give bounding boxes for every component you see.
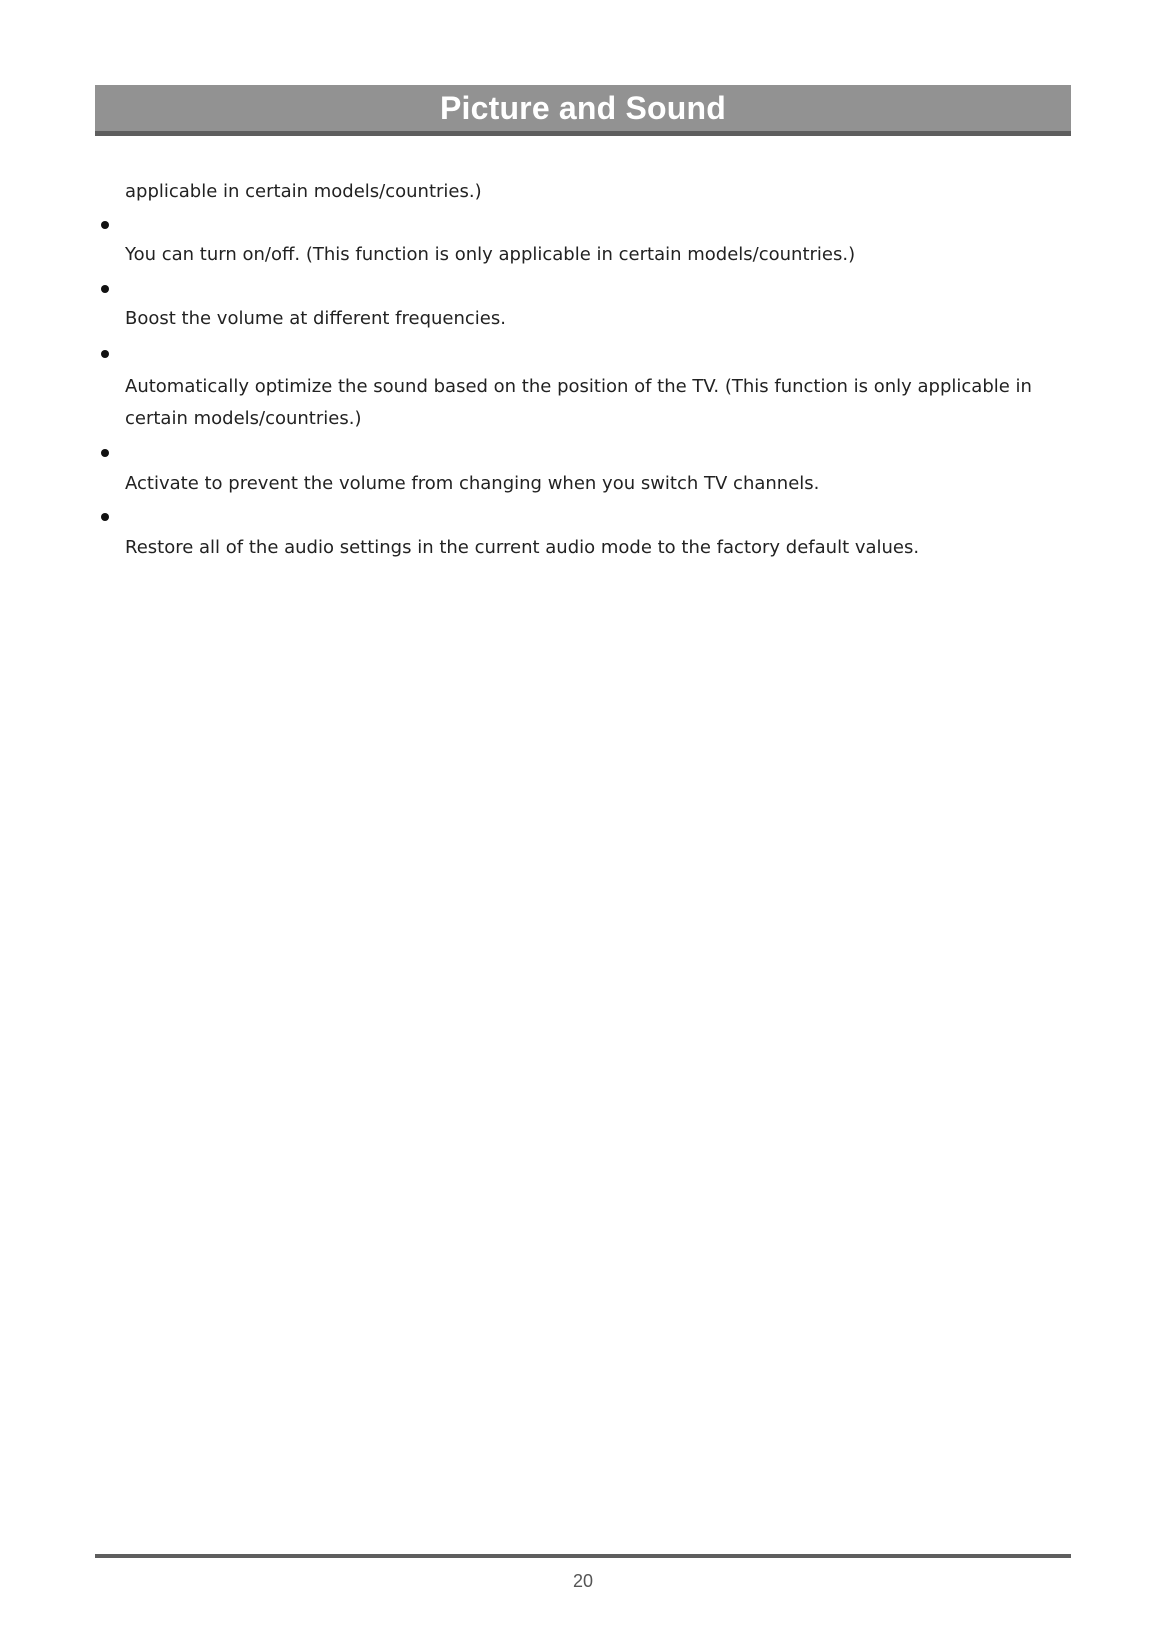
page-title: Picture and Sound xyxy=(439,90,727,126)
list-item: Restore all of the audio settings in the current audio mode to the factory default values. xyxy=(125,537,920,558)
list-item: Automatically optimize the sound based on the position of the TV. (This function is only applicable in xyxy=(125,376,1032,397)
page-number: 20 xyxy=(572,1571,594,1591)
bullet-icon xyxy=(101,449,109,457)
section-header-bar xyxy=(95,85,1071,136)
list-item: Activate to prevent the volume from changing when you switch TV channels. xyxy=(125,473,820,494)
list-item-continuation: certain models/countries.) xyxy=(125,408,362,429)
footer-divider xyxy=(95,1554,1071,1558)
bullet-icon xyxy=(101,350,109,358)
bullet-icon xyxy=(101,221,109,229)
continuation-text: applicable in certain models/countries.) xyxy=(125,181,482,202)
list-item: You can turn on/off. (This function is only applicable in certain models/countries.) xyxy=(125,244,856,265)
bullet-icon xyxy=(101,285,109,293)
bullet-icon xyxy=(101,513,109,521)
list-item: Boost the volume at different frequencies. xyxy=(125,308,506,329)
